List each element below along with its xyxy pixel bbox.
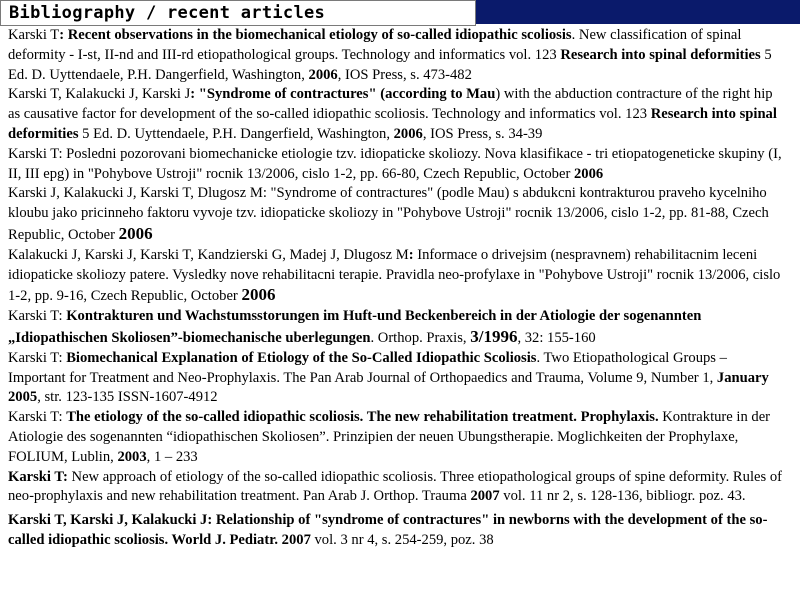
- bibliography-entry: Kalakucki J, Karski J, Karski T, Kandzierski G, Madej J, Dlugosz M: Informace o drivejsim (nespravnem) rehabilitacnim leceni idiopaticke skoliozy patere. Vysledky nove rehabilitacni terapie. Pravidla neo-profylaxe in "Pohybove Ustroji" rocnik 13/2006, cislo 1-2, pp. 9-16, Czech Republic, October 2006: [8, 246, 781, 305]
- bibliography-entry: Karski T, Karski J, Kalakucki J: Relationship of "syndrome of contractures" in newborns with the development of the so-called idiopathic scoliosis. World J. Pediatr. 2007 vol. 3 nr 4, s. 254-259, poz. 38: [8, 512, 768, 548]
- bibliography-entry: Karski T: Kontrakturen und Wachstumsstorungen im Huft-und Beckenbereich in der Atiologie der sogenannten „Idiopathischen Skoliosen”-biomechanische uberlegungen. Orthop. Praxis, 3/1996, 32: 155-160: [8, 308, 702, 346]
- bibliography-list: [0, 24, 800, 600]
- bibliography-entry: Karski J, Kalakucki J, Karski T, Dlugosz M: "Syndrome of contractures" (podle Mau) s abdukcni kontrakturou praveho kycelniho kloubu jako pricinneho faktoru vyvoje tzv. idiopaticke skoliozy in "Pohybove Ustroji" rocnik 13/2006, cislo 1-2, pp. 81-88, Czech Republic, October 2006: [8, 185, 769, 243]
- bibliography-entry: Karski T: The etiology of the so-called idiopathic scoliosis. The new rehabilitation treatment. Prophylaxis. Kontrakture in der Atiologie des sogenannten “idiopathischen Skoliosen”. Prinzipien der neuen Ubungstherapie. Moglichkeiten der Prophylaxe, FOLIUM, Lublin, 2003, 1 – 233: [8, 409, 771, 465]
- bibliography-entry: Karski T, Kalakucki J, Karski J: "Syndrome of contractures" (according to Mau) with the abduction contracture of the right hip as causative factor for development of the so-called idiopathic scoliosis. Technology and informatics vol. 123 Research into spinal deformities 5 Ed. D. Uyttendaele, P.H. Dangerfield, Washington, 2006, IOS Press, s. 34-39: [8, 86, 777, 142]
- bibliography-entry: Karski T: Posledni pozorovani biomechanicke etiologie tzv. idiopaticke skoliozy. Nova klasifikace - tri etiopatogeneticke skupiny (I, II, III epg) in "Pohybove Ustroji" rocnik 13/2006, cislo 1-2, pp. 66-80, Czech Republic, October 2006: [8, 145, 782, 182]
- bibliography-entry: Karski T: Recent observations in the biomechanical etiology of so-called idiopathic scoliosis. New classification of spinal deformity - I-st, II-nd and III-rd etiopathological groups. Technology and informatics vol. 123 Research into spinal deformities 5 Ed. D. Uyttendaele, P.H. Dangerfield, Washington, 2006, IOS Press, s. 473-482: [8, 27, 772, 83]
- bibliography-entry: Karski T: New approach of etiology of the so-called idiopathic scoliosis. Three etiopathological groups of spine deformity. Rules of neo-prophylaxis and new rehabilitation treatment. Pan Arab J. Orthop. Trauma 2007 vol. 11 nr 2, s. 128-136, bibliogr. poz. 43.: [8, 468, 782, 505]
- bibliography-entry: Karski T: Biomechanical Explanation of Etiology of the So-Called Idiopathic Scoliosis. Two Etiopathological Groups – Important for Treatment and Neo-Prophylaxis. The Pan Arab Journal of Orthopaedics and Trauma, Volume 9, Number 1, January 2005, str. 123-135 ISSN-1607-4912: [8, 349, 769, 406]
- page-title: Bibliography / recent articles: [0, 0, 476, 26]
